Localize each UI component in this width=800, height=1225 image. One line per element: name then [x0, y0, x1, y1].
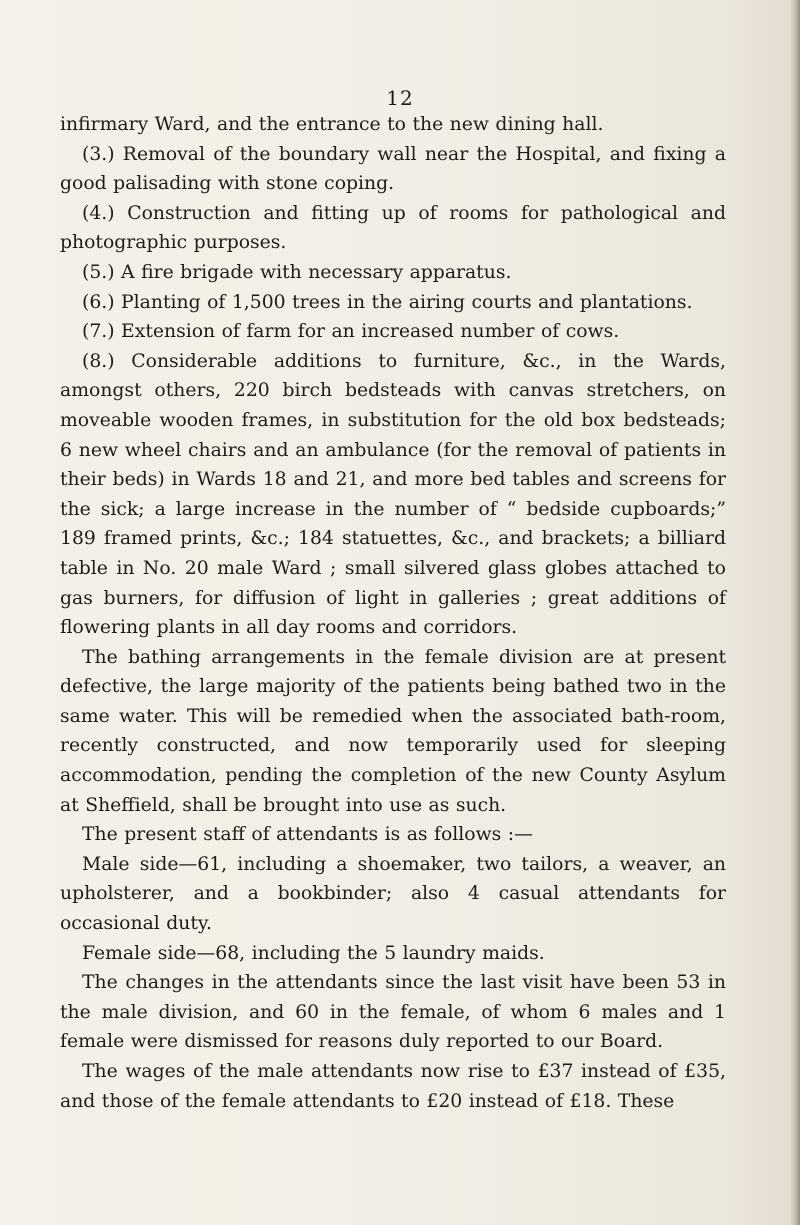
- paragraph-wages: The wages of the male attendants now rise to £37 instead of £35, and those of the female attendants to £20 instead of £18. These: [60, 1061, 726, 1112]
- list-item-7: (7.) Extension of farm for an increased number of cows.: [82, 321, 620, 343]
- list-item-4: (4.) Construction and fitting up of rooms for pathological and photographic purposes.: [60, 202, 726, 254]
- paragraph-male-side: Male side—61, including a shoemaker, two tailors, a weaver, an upholsterer, and a bookbinder; also 4 casual attendants for occasional duty.: [60, 853, 726, 935]
- page-number: 12: [386, 86, 414, 110]
- paragraph-female-side: Female side—68, including the 5 laundry maids.: [82, 942, 545, 964]
- body-text: [60, 110, 726, 1116]
- page-edge-shadow: [790, 0, 800, 1225]
- paragraph-bathing: The bathing arrangements in the female division are at present defective, the large majority of the patients being bathed two in the same water. This will be remedied when the associated bath-room, recently constructed, and now temporarily used for sleeping accommodation, pending the completion of the new County Asylum at Sheffield, shall be brought into use as such.: [60, 646, 726, 816]
- paragraph-staff-intro: The present staff of attendants is as follows :—: [82, 824, 533, 846]
- list-item-5: (5.) A fire brigade with necessary apparatus.: [82, 261, 512, 283]
- list-item-8: (8.) Considerable additions to furniture, &c., in the Wards, amongst others, 220 birch bedsteads with canvas stretchers, on moveable wooden frames, in substitution for the old box bedsteads; 6 new wheel chairs and an ambulance (for the removal of patients in their beds) in Wards 18 and 21, and more bed tables and screens for the sick; a large increase in the number of “ bedside cupboards;” 189 framed prints, &c.; 184 statuettes, &c., and brackets; a billiard table in No. 20 male Ward ; small silvered glass globes attached to gas burners, for diffusion of light in galleries ; great additions of flowering plants in all day rooms and corridors.: [60, 350, 726, 639]
- paragraph-continuation: infirmary Ward, and the entrance to the new dining hall.: [60, 114, 604, 135]
- list-item-6: (6.) Planting of 1,500 trees in the airing courts and plantations.: [82, 291, 693, 313]
- list-item-3: (3.) Removal of the boundary wall near the Hospital, and fixing a good palisading with stone coping.: [60, 143, 726, 195]
- paragraph-changes: The changes in the attendants since the last visit have been 53 in the male division, and 60 in the female, of whom 6 males and 1 female were dismissed for reasons duly reported to our Board.: [60, 972, 726, 1053]
